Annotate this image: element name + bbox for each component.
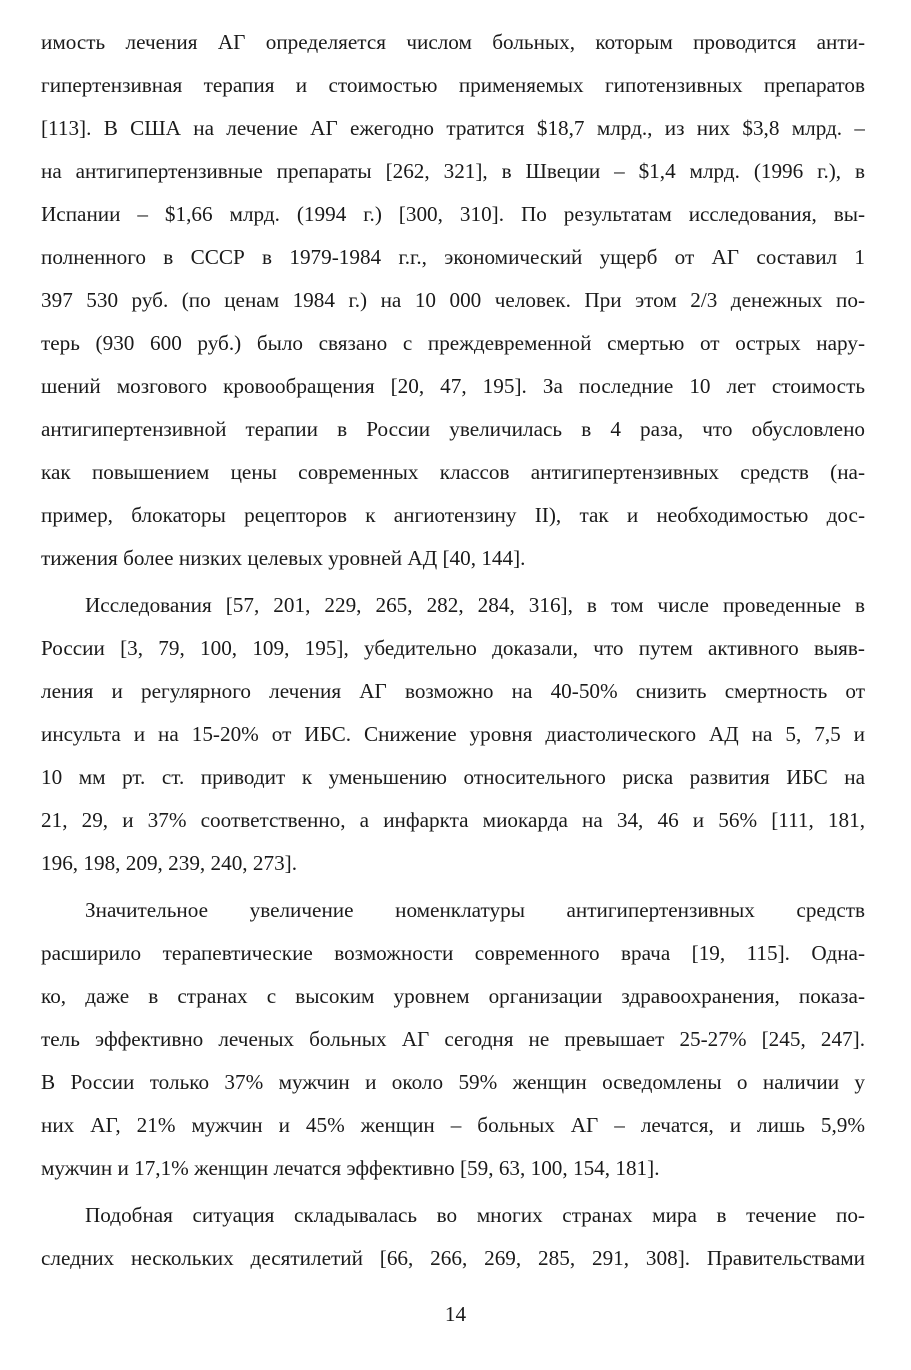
- paragraph-similar-situation: [41, 1194, 865, 1280]
- text-line: пример, блокаторы рецепторов к ангиотензину II), так и необходимостью дос-: [41, 503, 865, 527]
- paragraph-nomenclature: [41, 889, 865, 1190]
- text-line: В России только 37% мужчин и около 59% женщин осведомлены о наличии у: [41, 1070, 865, 1094]
- text-line: имость лечения АГ определяется числом больных, которым проводится анти-: [41, 30, 865, 54]
- text-line: них АГ, 21% мужчин и 45% женщин – больных АГ – лечатся, и лишь 5,9%: [41, 1113, 865, 1137]
- text-line: тижения более низких целевых уровней АД [40, 144].: [41, 546, 526, 570]
- text-line: 21, 29, и 37% соответственно, а инфаркта миокарда на 34, 46 и 56% [111, 181,: [41, 808, 865, 832]
- text-line: 196, 198, 209, 239, 240, 273].: [41, 851, 298, 875]
- paragraph-cost-of-treatment: [41, 21, 865, 580]
- text-line: на антигипертензивные препараты [262, 321], в Швеции – $1,4 млрд. (1996 г.), в: [41, 159, 865, 183]
- body-text: [41, 21, 865, 1280]
- text-line: инсульта и на 15-20% от ИБС. Снижение уровня диастолического АД на 5, 7,5 и: [41, 722, 865, 746]
- text-line: расширило терапевтические возможности современного врача [19, 115]. Одна-: [41, 941, 865, 965]
- text-line: как повышением цены современных классов антигипертензивных средств (на-: [41, 460, 865, 484]
- text-line: полненного в СССР в 1979-1984 г.г., экономический ущерб от АГ составил 1: [41, 245, 865, 269]
- text-line: 10 мм рт. ст. приводит к уменьшению относительного риска развития ИБС на: [41, 765, 865, 789]
- text-line: Испании – $1,66 млрд. (1994 г.) [300, 310]. По результатам исследования, вы-: [41, 202, 865, 226]
- text-line: Исследования [57, 201, 229, 265, 282, 284, 316], в том числе проведенные в: [85, 593, 865, 617]
- text-line: мужчин и 17,1% женщин лечатся эффективно [59, 63, 100, 154, 181].: [41, 1156, 660, 1180]
- text-line: 397 530 руб. (по ценам 1984 г.) на 10 000 человек. При этом 2/3 денежных по-: [41, 288, 865, 312]
- text-line: антигипертензивной терапии в России увеличилась в 4 раза, что обусловлено: [41, 417, 865, 441]
- text-line: [113]. В США на лечение АГ ежегодно тратится $18,7 млрд., из них $3,8 млрд. –: [41, 116, 865, 140]
- text-line: Подобная ситуация складывалась во многих странах мира в течение по-: [85, 1203, 865, 1227]
- text-line: ко, даже в странах с высоким уровнем организации здравоохранения, показа-: [41, 984, 865, 1008]
- text-line: Значительное увеличение номенклатуры антигипертензивных средств: [85, 898, 865, 922]
- text-line: следних нескольких десятилетий [66, 266, 269, 285, 291, 308]. Правительствами: [41, 1246, 865, 1270]
- text-line: шений мозгового кровообращения [20, 47, 195]. За последние 10 лет стоимость: [41, 374, 865, 398]
- text-line: гипертензивная терапия и стоимостью применяемых гипотензивных препаратов: [41, 73, 865, 97]
- text-line: тель эффективно леченых больных АГ сегодня не превышает 25-27% [245, 247].: [41, 1027, 865, 1051]
- text-line: ления и регулярного лечения АГ возможно на 40-50% снизить смертность от: [41, 679, 865, 703]
- text-line: России [3, 79, 100, 109, 195], убедительно доказали, что путем активного выяв-: [41, 636, 865, 660]
- page-number: 14: [444, 1302, 467, 1326]
- paragraph-research-results: [41, 584, 865, 885]
- text-line: терь (930 600 руб.) было связано с преждевременной смертью от острых нару-: [41, 331, 865, 355]
